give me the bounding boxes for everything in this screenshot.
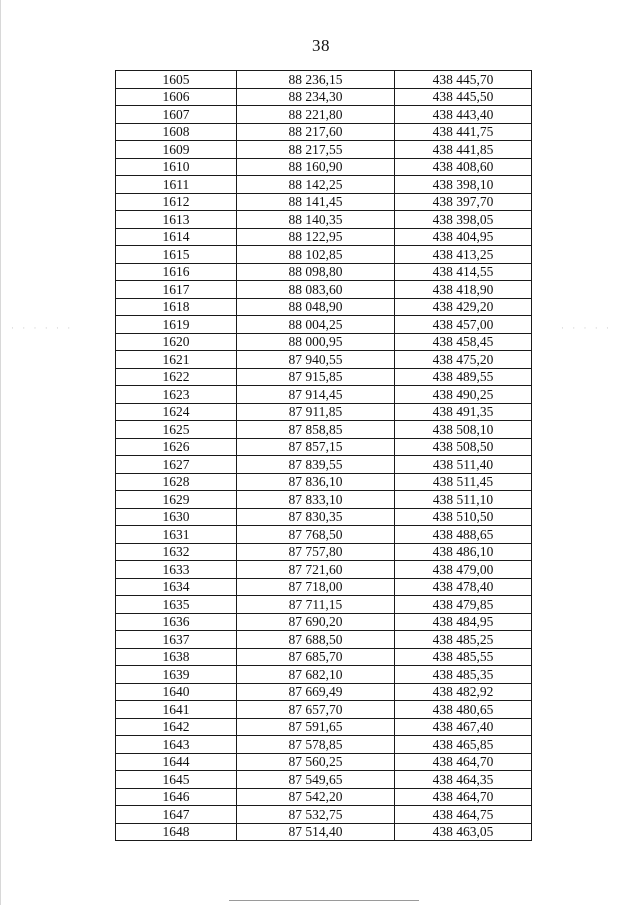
table-row: [116, 806, 532, 824]
y-coordinate-cell: 438 485,25: [395, 631, 532, 649]
point-number-cell: 1643: [116, 736, 237, 754]
y-coordinate-cell: 438 397,70: [395, 193, 532, 211]
y-coordinate-cell: 438 488,65: [395, 526, 532, 544]
x-coordinate-cell: 88 140,35: [237, 211, 395, 229]
x-coordinate-cell: 87 532,75: [237, 806, 395, 824]
y-coordinate-cell: 438 511,40: [395, 456, 532, 474]
y-coordinate-cell: 438 508,10: [395, 421, 532, 439]
table-row: [116, 613, 532, 631]
table-row: [116, 718, 532, 736]
table-row: [116, 386, 532, 404]
point-number-cell: 1611: [116, 176, 237, 194]
point-number-cell: 1614: [116, 228, 237, 246]
x-coordinate-cell: 87 911,85: [237, 403, 395, 421]
page-number: 38: [312, 36, 330, 55]
point-number-cell: 1618: [116, 298, 237, 316]
point-number-cell: 1640: [116, 683, 237, 701]
y-coordinate-cell: 438 489,55: [395, 368, 532, 386]
table-row: [116, 753, 532, 771]
x-coordinate-cell: 87 721,60: [237, 561, 395, 579]
table-row: [116, 281, 532, 299]
y-coordinate-cell: 438 408,60: [395, 158, 532, 176]
table-row: [116, 176, 532, 194]
point-number-cell: 1631: [116, 526, 237, 544]
table-row: [116, 508, 532, 526]
table-row: [116, 473, 532, 491]
y-coordinate-cell: 438 464,70: [395, 788, 532, 806]
point-number-cell: 1635: [116, 596, 237, 614]
table-row: [116, 526, 532, 544]
y-coordinate-cell: 438 429,20: [395, 298, 532, 316]
point-number-cell: 1641: [116, 701, 237, 719]
table-row: [116, 561, 532, 579]
y-coordinate-cell: 438 485,35: [395, 666, 532, 684]
table-row: [116, 263, 532, 281]
point-number-cell: 1634: [116, 578, 237, 596]
x-coordinate-cell: 88 160,90: [237, 158, 395, 176]
y-coordinate-cell: 438 458,45: [395, 333, 532, 351]
table-row: [116, 631, 532, 649]
x-coordinate-cell: 87 830,35: [237, 508, 395, 526]
y-coordinate-cell: 438 441,85: [395, 141, 532, 159]
table-row: [116, 701, 532, 719]
x-coordinate-cell: 88 217,60: [237, 123, 395, 141]
x-coordinate-cell: 88 102,85: [237, 246, 395, 264]
point-number-cell: 1605: [116, 71, 237, 89]
x-coordinate-cell: 87 839,55: [237, 456, 395, 474]
table-row: [116, 298, 532, 316]
point-number-cell: 1638: [116, 648, 237, 666]
point-number-cell: 1630: [116, 508, 237, 526]
x-coordinate-cell: 88 048,90: [237, 298, 395, 316]
table-row: [116, 578, 532, 596]
y-coordinate-cell: 438 404,95: [395, 228, 532, 246]
x-coordinate-cell: 87 915,85: [237, 368, 395, 386]
bottom-divider: [229, 900, 419, 901]
table-row: [116, 246, 532, 264]
table-row: [116, 648, 532, 666]
y-coordinate-cell: 438 467,40: [395, 718, 532, 736]
coordinates-table: [115, 70, 532, 841]
x-coordinate-cell: 87 560,25: [237, 753, 395, 771]
table-row: [116, 666, 532, 684]
table-row: [116, 788, 532, 806]
point-number-cell: 1613: [116, 211, 237, 229]
point-number-cell: 1623: [116, 386, 237, 404]
table-row: [116, 123, 532, 141]
point-number-cell: 1633: [116, 561, 237, 579]
y-coordinate-cell: 438 475,20: [395, 351, 532, 369]
table-row: [116, 333, 532, 351]
y-coordinate-cell: 438 445,50: [395, 88, 532, 106]
table-row: [116, 228, 532, 246]
y-coordinate-cell: 438 464,75: [395, 806, 532, 824]
table-row: [116, 403, 532, 421]
x-coordinate-cell: 87 711,15: [237, 596, 395, 614]
point-number-cell: 1636: [116, 613, 237, 631]
y-coordinate-cell: 438 479,00: [395, 561, 532, 579]
point-number-cell: 1617: [116, 281, 237, 299]
point-number-cell: 1644: [116, 753, 237, 771]
table-body: [116, 71, 532, 841]
point-number-cell: 1629: [116, 491, 237, 509]
point-number-cell: 1648: [116, 823, 237, 841]
table-row: [116, 438, 532, 456]
table-row: [116, 683, 532, 701]
x-coordinate-cell: 88 141,45: [237, 193, 395, 211]
table-row: [116, 368, 532, 386]
x-coordinate-cell: 87 591,65: [237, 718, 395, 736]
x-coordinate-cell: 87 688,50: [237, 631, 395, 649]
x-coordinate-cell: 87 657,70: [237, 701, 395, 719]
x-coordinate-cell: 87 682,10: [237, 666, 395, 684]
x-coordinate-cell: 87 578,85: [237, 736, 395, 754]
y-coordinate-cell: 438 414,55: [395, 263, 532, 281]
table-row: [116, 456, 532, 474]
y-coordinate-cell: 438 413,25: [395, 246, 532, 264]
point-number-cell: 1609: [116, 141, 237, 159]
x-coordinate-cell: 88 236,15: [237, 71, 395, 89]
y-coordinate-cell: 438 398,10: [395, 176, 532, 194]
point-number-cell: 1645: [116, 771, 237, 789]
point-number-cell: 1615: [116, 246, 237, 264]
x-coordinate-cell: 88 234,30: [237, 88, 395, 106]
x-coordinate-cell: 87 549,65: [237, 771, 395, 789]
table-row: [116, 823, 532, 841]
x-coordinate-cell: 88 142,25: [237, 176, 395, 194]
point-number-cell: 1607: [116, 106, 237, 124]
y-coordinate-cell: 438 511,45: [395, 473, 532, 491]
x-coordinate-cell: 88 000,95: [237, 333, 395, 351]
x-coordinate-cell: 87 690,20: [237, 613, 395, 631]
table-row: [116, 71, 532, 89]
table-row: [116, 141, 532, 159]
x-coordinate-cell: 87 940,55: [237, 351, 395, 369]
x-coordinate-cell: 87 685,70: [237, 648, 395, 666]
x-coordinate-cell: 87 833,10: [237, 491, 395, 509]
y-coordinate-cell: 438 418,90: [395, 281, 532, 299]
point-number-cell: 1628: [116, 473, 237, 491]
table-row: [116, 351, 532, 369]
point-number-cell: 1616: [116, 263, 237, 281]
y-coordinate-cell: 438 457,00: [395, 316, 532, 334]
point-number-cell: 1622: [116, 368, 237, 386]
point-number-cell: 1620: [116, 333, 237, 351]
point-number-cell: 1632: [116, 543, 237, 561]
point-number-cell: 1619: [116, 316, 237, 334]
y-coordinate-cell: 438 443,40: [395, 106, 532, 124]
table-row: [116, 211, 532, 229]
y-coordinate-cell: 438 463,05: [395, 823, 532, 841]
y-coordinate-cell: 438 510,50: [395, 508, 532, 526]
x-coordinate-cell: 87 836,10: [237, 473, 395, 491]
table-row: [116, 736, 532, 754]
y-coordinate-cell: 438 484,95: [395, 613, 532, 631]
x-coordinate-cell: 87 514,40: [237, 823, 395, 841]
table-row: [116, 316, 532, 334]
x-coordinate-cell: 87 858,85: [237, 421, 395, 439]
x-coordinate-cell: 87 914,45: [237, 386, 395, 404]
point-number-cell: 1642: [116, 718, 237, 736]
table-row: [116, 771, 532, 789]
y-coordinate-cell: 438 445,70: [395, 71, 532, 89]
y-coordinate-cell: 438 464,70: [395, 753, 532, 771]
x-coordinate-cell: 88 098,80: [237, 263, 395, 281]
y-coordinate-cell: 438 490,25: [395, 386, 532, 404]
x-coordinate-cell: 87 757,80: [237, 543, 395, 561]
table-row: [116, 88, 532, 106]
x-coordinate-cell: 88 004,25: [237, 316, 395, 334]
table-row: [116, 491, 532, 509]
x-coordinate-cell: 87 768,50: [237, 526, 395, 544]
point-number-cell: 1624: [116, 403, 237, 421]
point-number-cell: 1612: [116, 193, 237, 211]
y-coordinate-cell: 438 491,35: [395, 403, 532, 421]
y-coordinate-cell: 438 508,50: [395, 438, 532, 456]
point-number-cell: 1647: [116, 806, 237, 824]
table-row: [116, 158, 532, 176]
table-row: [116, 421, 532, 439]
x-coordinate-cell: 87 857,15: [237, 438, 395, 456]
y-coordinate-cell: 438 511,10: [395, 491, 532, 509]
point-number-cell: 1626: [116, 438, 237, 456]
scan-artifact: · · · · · ·: [11, 323, 74, 333]
point-number-cell: 1606: [116, 88, 237, 106]
y-coordinate-cell: 438 479,85: [395, 596, 532, 614]
point-number-cell: 1637: [116, 631, 237, 649]
point-number-cell: 1627: [116, 456, 237, 474]
x-coordinate-cell: 88 122,95: [237, 228, 395, 246]
y-coordinate-cell: 438 486,10: [395, 543, 532, 561]
x-coordinate-cell: 87 542,20: [237, 788, 395, 806]
x-coordinate-cell: 88 083,60: [237, 281, 395, 299]
y-coordinate-cell: 438 465,85: [395, 736, 532, 754]
x-coordinate-cell: 88 221,80: [237, 106, 395, 124]
table-row: [116, 193, 532, 211]
table-row: [116, 543, 532, 561]
point-number-cell: 1646: [116, 788, 237, 806]
point-number-cell: 1621: [116, 351, 237, 369]
scan-artifact: · · · · ·: [561, 323, 612, 333]
point-number-cell: 1639: [116, 666, 237, 684]
point-number-cell: 1610: [116, 158, 237, 176]
y-coordinate-cell: 438 398,05: [395, 211, 532, 229]
y-coordinate-cell: 438 441,75: [395, 123, 532, 141]
x-coordinate-cell: 88 217,55: [237, 141, 395, 159]
point-number-cell: 1608: [116, 123, 237, 141]
point-number-cell: 1625: [116, 421, 237, 439]
y-coordinate-cell: 438 485,55: [395, 648, 532, 666]
table-row: [116, 106, 532, 124]
y-coordinate-cell: 438 478,40: [395, 578, 532, 596]
x-coordinate-cell: 87 718,00: [237, 578, 395, 596]
y-coordinate-cell: 438 482,92: [395, 683, 532, 701]
y-coordinate-cell: 438 464,35: [395, 771, 532, 789]
x-coordinate-cell: 87 669,49: [237, 683, 395, 701]
table-row: [116, 596, 532, 614]
y-coordinate-cell: 438 480,65: [395, 701, 532, 719]
